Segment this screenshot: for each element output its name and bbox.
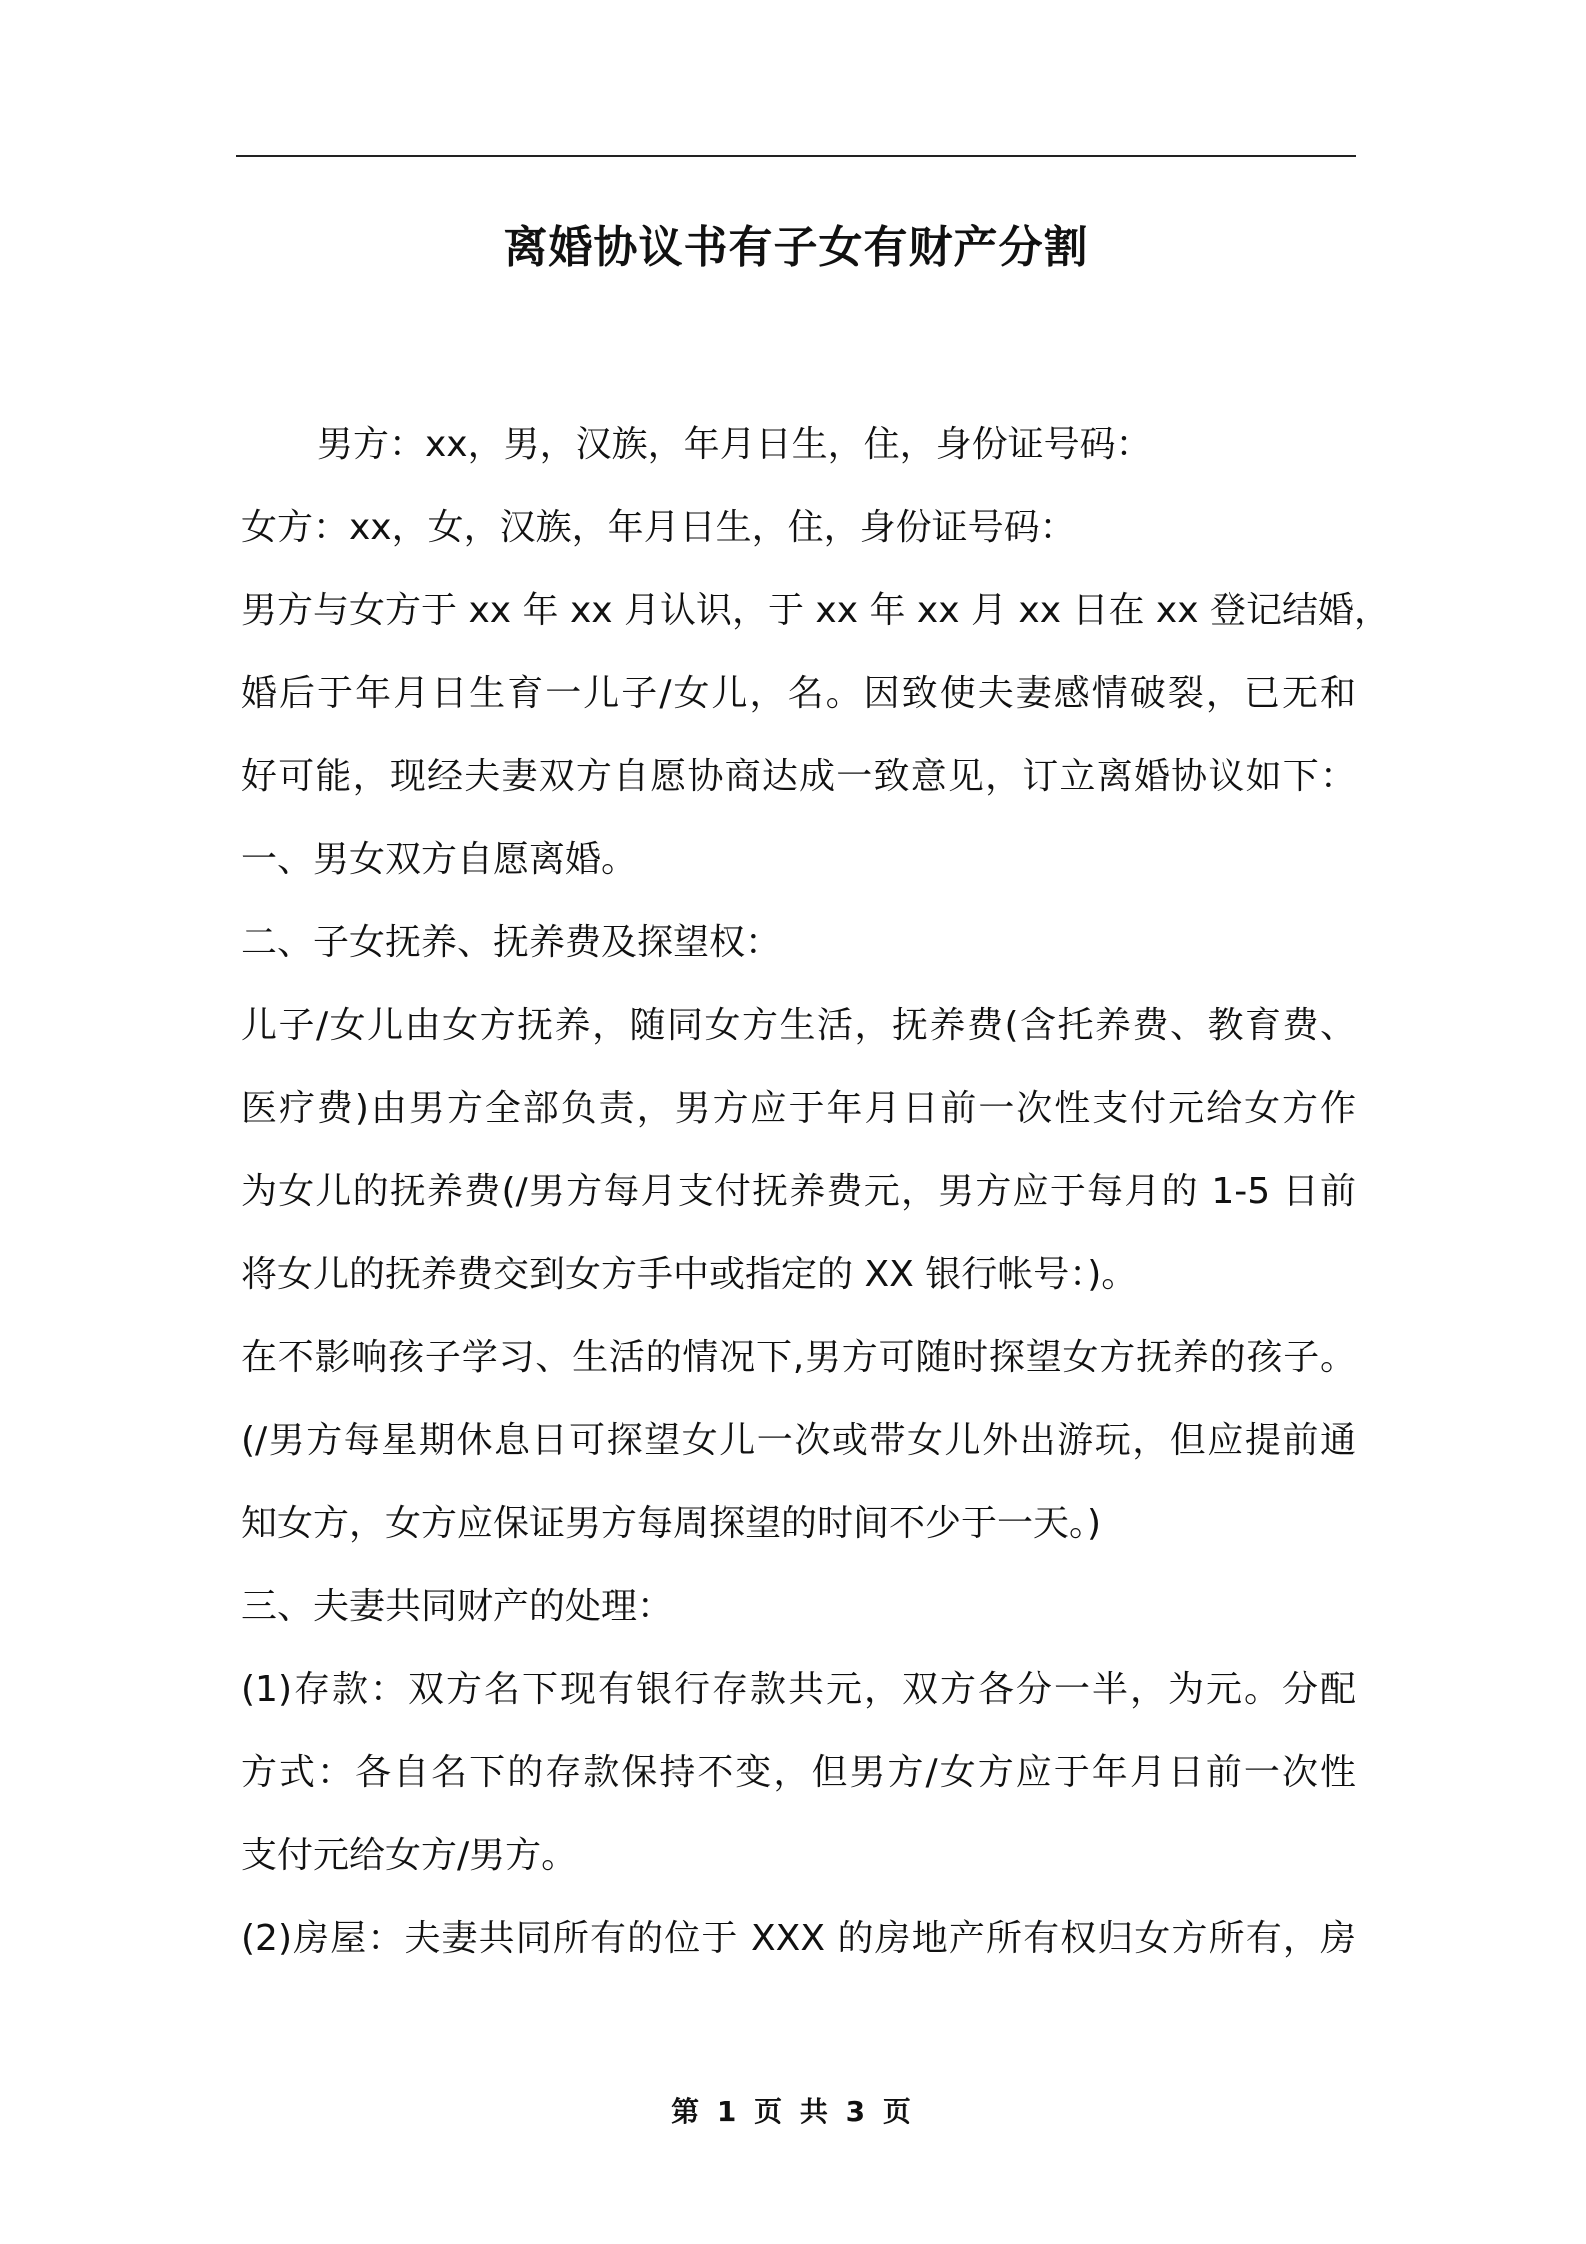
body-line: 在不影响孩子学习、生活的情况下,男方可随时探望女方抚养的孩子。: [241, 1337, 1356, 1378]
document-title: 离婚协议书有子女有财产分割: [503, 222, 1089, 273]
section-heading-2: 二、子女抚养、抚养费及探望权：: [241, 922, 782, 963]
body-line: 儿子/女儿由女方抚养，随同女方生活，抚养费(含托养费、教育费、: [241, 1005, 1356, 1046]
section-heading-3: 三、夫妻共同财产的处理：: [241, 1586, 674, 1627]
document-body: [241, 410, 1390, 1987]
body-line: 好可能，现经夫妻双方自愿协商达成一致意见，订立离婚协议如下：: [241, 756, 1356, 797]
body-line: (1)存款：双方名下现有银行存款共元，双方各分一半，为元。分配: [241, 1669, 1356, 1710]
body-line: 支付元给女方/男方。: [241, 1835, 578, 1876]
body-line: 方式：各自名下的存款保持不变，但男方/女方应于年月日前一次性: [241, 1752, 1356, 1793]
body-line: 医疗费)由男方全部负责，男方应于年月日前一次性支付元给女方作: [241, 1088, 1356, 1129]
section-heading-1: 一、男女双方自愿离婚。: [241, 839, 638, 880]
body-line: (/男方每星期休息日可探望女儿一次或带女儿外出游玩，但应提前通: [241, 1420, 1356, 1461]
body-line-female-party: 女方：xx，女，汉族，年月日生，住，身份证号码：: [241, 507, 1076, 548]
body-line: 男方与女方于 xx 年 xx 月认识，于 xx 年 xx 月 xx 日在 xx 登记结婚，: [241, 590, 1390, 631]
body-line: 婚后于年月日生育一儿子/女儿，名。因致使夫妻感情破裂，已无和: [241, 673, 1356, 714]
body-line: 知女方，女方应保证男方每周探望的时间不少于一天。): [241, 1503, 1102, 1544]
header-rule: [236, 155, 1356, 157]
page-number: 第 1 页 共 3 页: [671, 2095, 915, 2128]
body-line-male-party: 男方：xx，男，汉族，年月日生，住，身份证号码：: [317, 424, 1152, 465]
body-line: 将女儿的抚养费交到女方手中或指定的 XX 银行帐号：)。: [241, 1254, 1138, 1295]
body-line: 为女儿的抚养费(/男方每月支付抚养费元，男方应于每月的 1-5 日前: [241, 1171, 1356, 1212]
body-line: (2)房屋：夫妻共同所有的位于 XXX 的房地产所有权归女方所有，房: [241, 1918, 1356, 1959]
